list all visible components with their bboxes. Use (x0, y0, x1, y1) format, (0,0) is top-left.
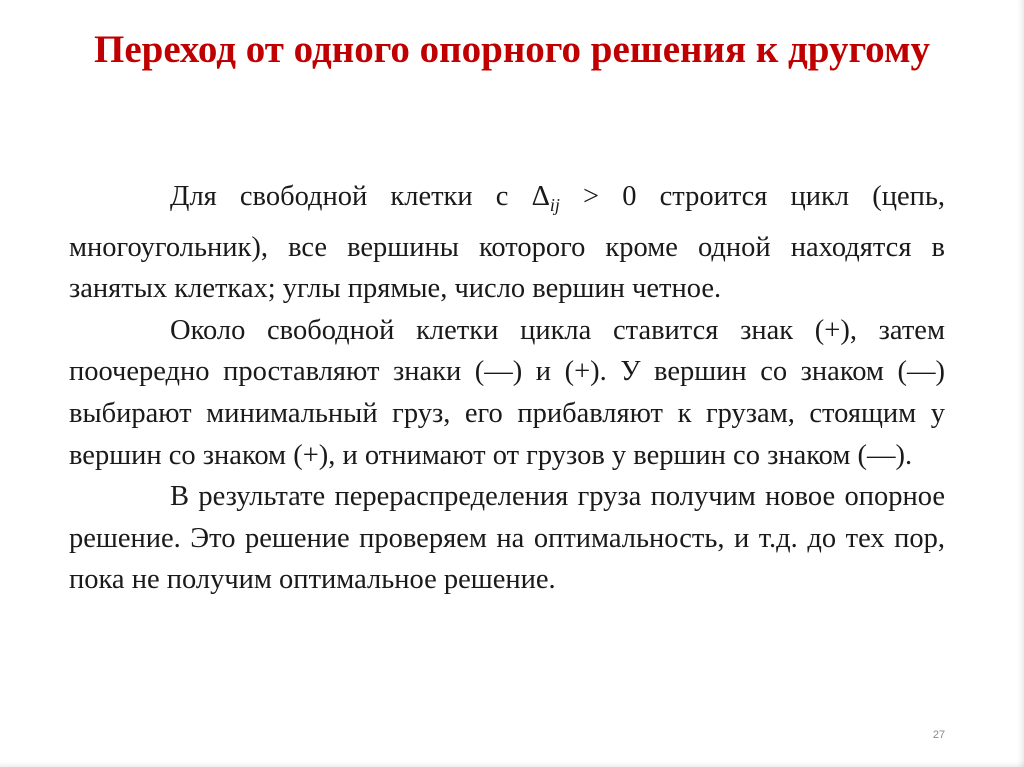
paragraph-redistribution-result: В результате перераспределения груза получим новое опорное решение. Это решение проверяем на оптимальность, и т.д. до тех пор, пока не получим оптимальное решение. (69, 481, 945, 596)
delta-symbol: Δ (531, 181, 550, 212)
paragraph-sign-assignment: Около свободной клетки цикла ставится знак (+), затем поочередно проставляют знаки (—) и (+). У вершин со знаком (—) выбирают минимальный груз, его прибавляют к грузам, стоящим у вершин со знаком (+), и отнимают от грузов у вершин со знаком (—). (69, 314, 945, 471)
paragraph-1-text-start: Для свободной клетки с (170, 181, 532, 212)
paragraph-cycle-construction (69, 176, 945, 310)
page-number: 27 (932, 729, 946, 741)
delta-subscript: ij (549, 195, 560, 215)
slide-body (69, 176, 945, 601)
slide-title: Переход от одного опорного решения к другому (93, 28, 931, 71)
paragraph-1-text-end: > 0 строится цикл (цепь, многоугольник), все вершины которого кроме одной находятся в занятых клетках; углы прямые, число вершин четное. (69, 181, 945, 305)
